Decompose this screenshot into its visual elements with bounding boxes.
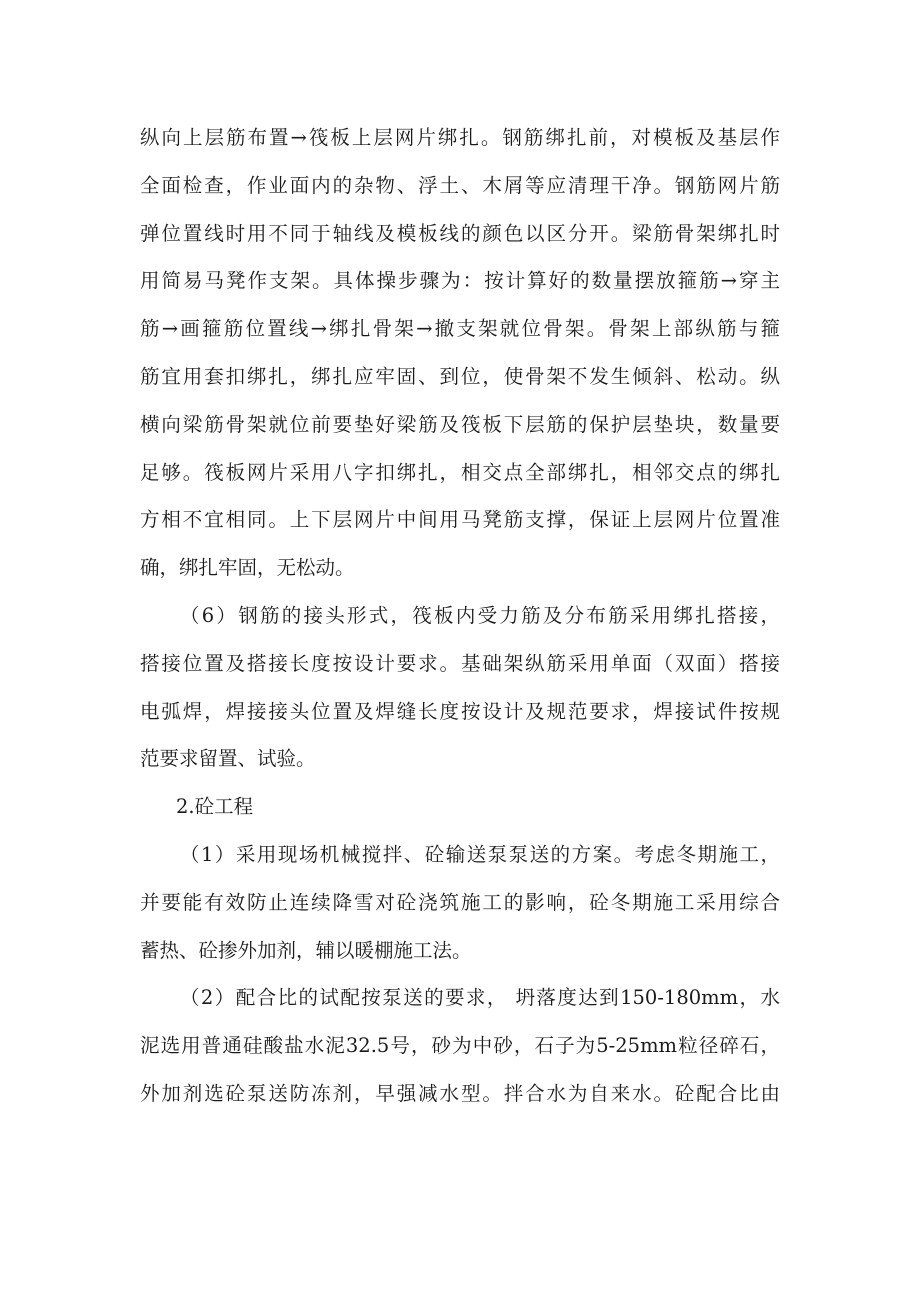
text-line: 泥选用普通硅酸盐水泥32.5号，砂为中砂，石子为5-25mm粒径碎石， (140, 1034, 780, 1058)
text-line: （2）配合比的试配按泵送的要求， 坍落度达到150-180mm，水 (180, 986, 780, 1010)
text-line: 确，绑扎牢固，无松动。 (140, 556, 355, 580)
text-line: 足够。筏板网片采用八字扣绑扎，相交点全部绑扎，相邻交点的绑扎 (140, 460, 780, 484)
text-line: 方相不宜相同。上下层网片中间用马凳筋支撑，保证上层网片位置准 (140, 508, 780, 532)
text-line: 纵向上层筋布置→筏板上层网片绑扎。钢筋绑扎前，对模板及基层作 (140, 126, 780, 149)
paragraph-concrete-scheme (140, 831, 780, 974)
section-heading: 2.砼工程 (176, 795, 254, 819)
paragraph-mix-proportion (140, 974, 780, 1117)
text-line: 电弧焊，焊接接头位置及焊缝长度按设计及规范要求，焊接试件按规 (140, 699, 780, 723)
text-line: 筋宜用套扣绑扎，绑扎应牢固、到位，使骨架不发生倾斜、松动。纵 (140, 364, 780, 388)
text-line: 弹位置线时用不同于轴线及模板线的颜色以区分开。梁筋骨架绑扎时 (140, 221, 780, 245)
text-line: 筋→画箍筋位置线→绑扎骨架→撤支架就位骨架。骨架上部纵筋与箍 (140, 317, 780, 341)
paragraph-rebar-tying (140, 114, 780, 592)
text-line: （1）采用现场机械搅拌、砼输送泵泵送的方案。考虑冬期施工， (180, 842, 780, 866)
text-line: 用简易马凳作支架。具体操步骤为：按计算好的数量摆放箍筋→穿主 (140, 269, 780, 293)
text-line: 蓄热、砼掺外加剂，辅以暖棚施工法。 (140, 938, 472, 962)
paragraph-rebar-joints (140, 592, 780, 783)
text-line: 外加剂选砼泵送防冻剂，早强减水型。拌合水为自来水。砼配合比由 (140, 1081, 780, 1105)
section-heading-concrete (140, 783, 780, 831)
text-line: 全面检查，作业面内的杂物、浮土、木屑等应清理干净。钢筋网片筋 (140, 173, 780, 197)
text-line: （6）钢筋的接头形式，筏板内受力筋及分布筋采用绑扎搭接， (180, 603, 780, 627)
text-line: 搭接位置及搭接长度按设计要求。基础架纵筋采用单面（双面）搭接 (140, 651, 780, 675)
document-body (140, 114, 780, 1118)
text-line: 横向梁筋骨架就位前要垫好梁筋及筏板下层筋的保护层垫块，数量要 (140, 412, 780, 436)
text-line: 范要求留置、试验。 (140, 747, 316, 771)
text-line: 并要能有效防止连续降雪对砼浇筑施工的影响，砼冬期施工采用综合 (140, 890, 780, 914)
